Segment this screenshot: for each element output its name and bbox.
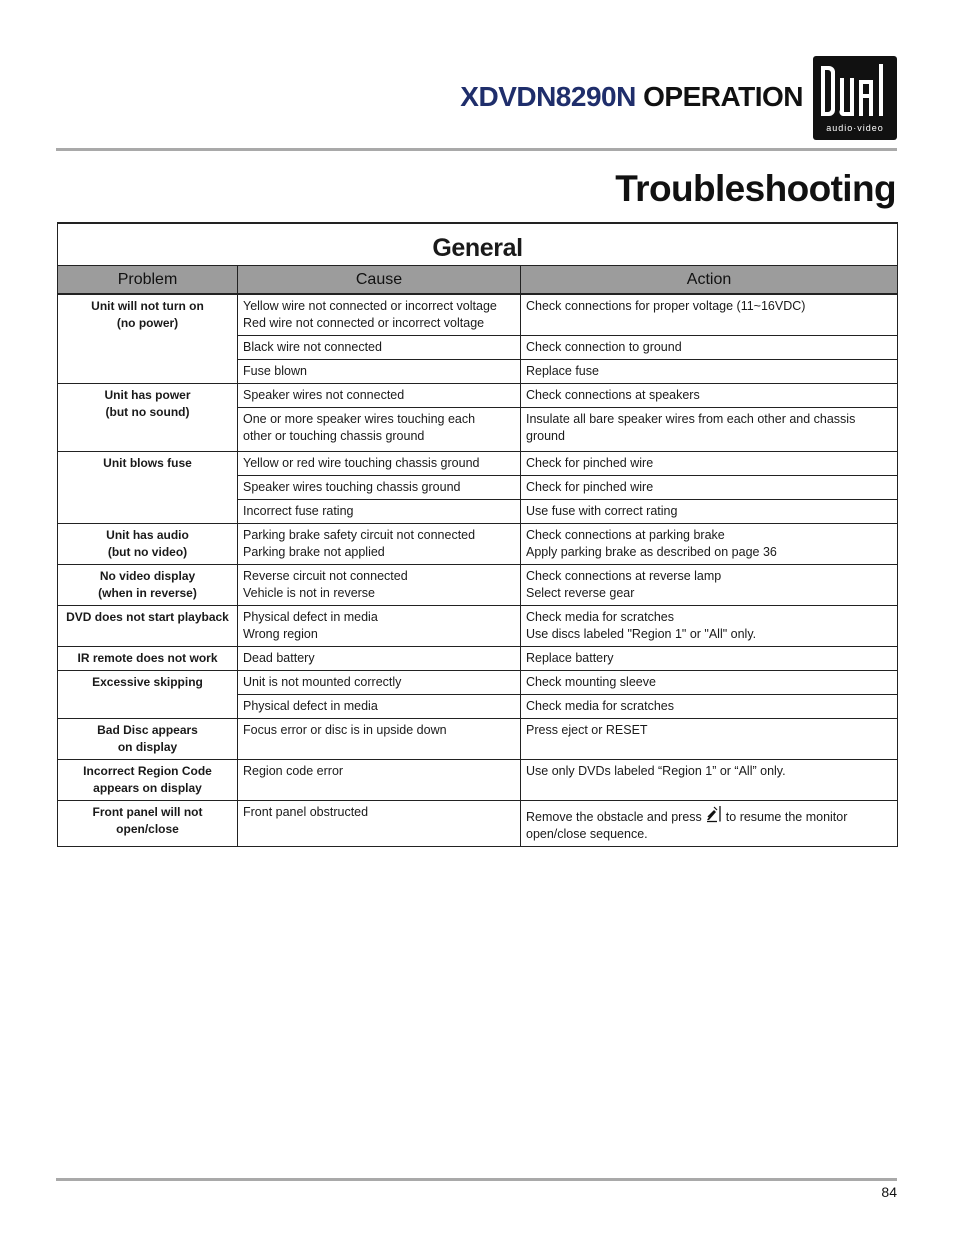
- cause-text: Unit is not mounted correctly: [243, 675, 402, 689]
- cause-cell: [238, 500, 521, 524]
- cause-cell: [238, 606, 521, 647]
- table-row: [58, 384, 898, 408]
- column-header-problem: Problem: [58, 266, 238, 295]
- logo-tagline: audio·video: [826, 123, 884, 133]
- cause-text: Yellow wire not connected or incorrect voltage: [243, 299, 497, 313]
- action-text: open/close sequence.: [526, 827, 648, 841]
- action-text-part: Remove the obstacle and press: [526, 810, 702, 824]
- action-text: Check connections at reverse lamp: [526, 569, 722, 583]
- problem-text: Unit has power: [104, 388, 191, 402]
- column-header-row: [58, 266, 898, 295]
- action-text: Replace battery: [526, 651, 614, 665]
- cause-cell: [238, 408, 521, 452]
- action-cell: [521, 524, 898, 565]
- action-text: Press eject or RESET: [526, 723, 648, 737]
- action-text: Check for pinched wire: [526, 456, 654, 470]
- problem-text: on display: [117, 740, 178, 754]
- operation-label: OPERATION: [643, 81, 803, 112]
- table-row: [58, 294, 898, 336]
- problem-cell: [58, 452, 238, 524]
- action-cell: [521, 360, 898, 384]
- troubleshooting-table: [57, 222, 898, 847]
- cause-text: Fuse blown: [243, 364, 307, 378]
- problem-text: DVD does not start playback: [66, 610, 229, 624]
- action-cell: [521, 500, 898, 524]
- cause-text: Dead battery: [243, 651, 315, 665]
- cause-text: Speaker wires touching chassis ground: [243, 480, 461, 494]
- table-row: [58, 647, 898, 671]
- section-title: General: [58, 223, 898, 266]
- action-text: Use discs labeled "Region 1" or "All" only.: [526, 627, 757, 641]
- top-divider: [56, 148, 897, 151]
- cause-text: Physical defect in media: [243, 610, 378, 624]
- problem-text: (no power): [116, 316, 179, 330]
- problem-text: (but no sound): [105, 405, 190, 419]
- action-text: Select reverse gear: [526, 586, 635, 600]
- action-cell: [521, 801, 898, 847]
- problem-text: Unit has audio: [106, 528, 189, 542]
- cause-cell: [238, 719, 521, 760]
- action-cell: [521, 452, 898, 476]
- problem-text: No video display: [99, 569, 196, 583]
- table-row: [58, 606, 898, 647]
- action-text: Check for pinched wire: [526, 480, 654, 494]
- cause-text: One or more speaker wires touching each: [243, 412, 476, 426]
- action-text: Check connection to ground: [526, 340, 682, 354]
- action-text: Use fuse with correct rating: [526, 504, 678, 518]
- action-cell: [521, 647, 898, 671]
- action-cell: [521, 384, 898, 408]
- problem-cell: [58, 384, 238, 452]
- problem-text: (but no video): [107, 545, 188, 559]
- cause-cell: [238, 671, 521, 695]
- model-name: XDVDN8290N: [460, 81, 636, 112]
- header-title: [460, 80, 803, 114]
- cause-cell: [238, 524, 521, 565]
- problem-text: appears on display: [93, 781, 202, 795]
- cause-cell: [238, 360, 521, 384]
- action-cell: [521, 606, 898, 647]
- page-heading: Troubleshooting: [615, 168, 896, 209]
- problem-text: (when in reverse): [98, 586, 197, 600]
- problem-text: Unit will not turn on: [91, 299, 204, 313]
- action-cell: [521, 408, 898, 452]
- cause-cell: [238, 452, 521, 476]
- dual-logo: [813, 56, 897, 140]
- table-row: [58, 452, 898, 476]
- action-cell: [521, 671, 898, 695]
- cause-cell: [238, 801, 521, 847]
- action-cell: [521, 695, 898, 719]
- cause-cell: [238, 647, 521, 671]
- cause-text: Parking brake not applied: [243, 545, 385, 559]
- problem-text: Front panel will not: [92, 805, 203, 819]
- problem-cell: [58, 760, 238, 801]
- problem-text: Incorrect Region Code: [83, 764, 212, 778]
- cause-cell: [238, 336, 521, 360]
- action-text: Check connections at speakers: [526, 388, 700, 402]
- action-cell: [521, 565, 898, 606]
- action-text-part: to resume the monitor: [725, 810, 848, 824]
- cause-cell: [238, 565, 521, 606]
- problem-cell: [58, 294, 238, 384]
- action-text: Use only DVDs labeled “Region 1” or “All” only.: [526, 764, 786, 778]
- action-text: Check connections for proper voltage (11~16VDC): [526, 299, 806, 313]
- problem-text: open/close: [116, 822, 179, 836]
- problem-cell: [58, 719, 238, 760]
- column-header-cause: Cause: [238, 266, 521, 295]
- cause-cell: [238, 294, 521, 336]
- cause-cell: [238, 384, 521, 408]
- eject-icon: [705, 805, 723, 823]
- table-row: [58, 565, 898, 606]
- action-cell: [521, 476, 898, 500]
- table-row: [58, 719, 898, 760]
- action-text: ground: [526, 429, 565, 443]
- section-row: [58, 223, 898, 266]
- cause-text: Yellow or red wire touching chassis ground: [243, 456, 480, 470]
- problem-text: Bad Disc appears: [97, 723, 198, 737]
- table-row: [58, 671, 898, 695]
- cause-text: Wrong region: [243, 627, 318, 641]
- cause-text: Physical defect in media: [243, 699, 378, 713]
- cause-text: Region code error: [243, 764, 344, 778]
- page-number: 84: [881, 1184, 897, 1200]
- cause-text: Black wire not connected: [243, 340, 382, 354]
- action-cell: [521, 719, 898, 760]
- cause-cell: [238, 760, 521, 801]
- problem-cell: [58, 565, 238, 606]
- action-text: Check connections at parking brake: [526, 528, 725, 542]
- action-text: Apply parking brake as described on page 36: [526, 545, 777, 559]
- action-text: Insulate all bare speaker wires from each other and chassis: [526, 412, 856, 426]
- table-row: [58, 801, 898, 847]
- problem-text: Unit blows fuse: [103, 456, 192, 470]
- problem-cell: [58, 671, 238, 719]
- bottom-divider: [56, 1178, 897, 1181]
- cause-text: Red wire not connected or incorrect voltage: [243, 316, 485, 330]
- action-text: Check media for scratches: [526, 610, 674, 624]
- problem-cell: [58, 524, 238, 565]
- cause-text: Parking brake safety circuit not connected: [243, 528, 476, 542]
- problem-cell: [58, 647, 238, 671]
- action-text: [526, 805, 892, 826]
- table-row: [58, 524, 898, 565]
- action-text: Check media for scratches: [526, 699, 674, 713]
- cause-text: Speaker wires not connected: [243, 388, 405, 402]
- problem-text: Excessive skipping: [92, 675, 203, 689]
- action-cell: [521, 294, 898, 336]
- action-text: Check mounting sleeve: [526, 675, 656, 689]
- cause-text: Vehicle is not in reverse: [243, 586, 376, 600]
- cause-text: Reverse circuit not connected: [243, 569, 408, 583]
- cause-cell: [238, 695, 521, 719]
- cause-text: other or touching chassis ground: [243, 429, 425, 443]
- table-row: [58, 760, 898, 801]
- cause-text: Focus error or disc is in upside down: [243, 723, 447, 737]
- action-cell: [521, 760, 898, 801]
- cause-text: Front panel obstructed: [243, 805, 369, 819]
- column-header-action: Action: [521, 266, 898, 295]
- action-text: Replace fuse: [526, 364, 599, 378]
- action-cell: [521, 336, 898, 360]
- problem-cell: [58, 606, 238, 647]
- problem-cell: [58, 801, 238, 847]
- problem-text: IR remote does not work: [77, 651, 218, 665]
- cause-cell: [238, 476, 521, 500]
- cause-text: Incorrect fuse rating: [243, 504, 354, 518]
